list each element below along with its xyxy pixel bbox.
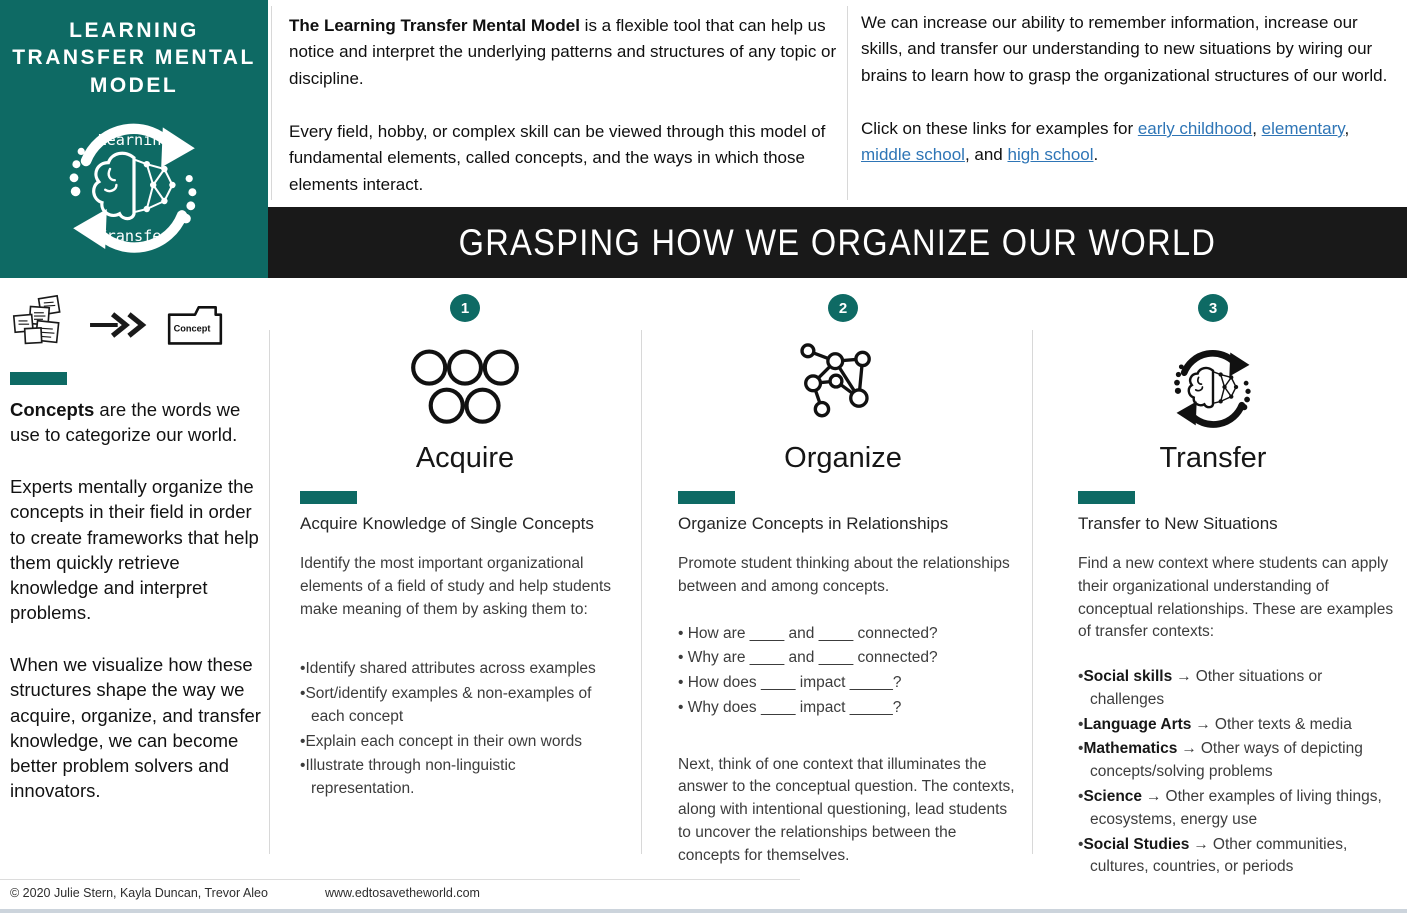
divider-column-2 (1032, 330, 1033, 854)
acquire-bullet-list (300, 658, 619, 801)
accent-bar (678, 491, 735, 504)
step-badge-2: 2 (828, 294, 858, 322)
learning-transfer-cycle-icon (0, 105, 268, 265)
logo-word-transfer: Transfer (97, 226, 171, 245)
step-badge-1: 1 (450, 294, 480, 322)
page-title-line2: TRANSFER MENTAL (12, 46, 256, 70)
concepts-icon-row (10, 292, 264, 358)
accent-bar (300, 491, 357, 504)
concepts-paragraph-3: When we visualize how these structures shape the way we acquire, organize, and transfer knowledge, we can become better problem solvers and innovators. (10, 654, 261, 802)
link-middle-school[interactable]: middle school (861, 145, 965, 165)
right-arrow-icon: → (1181, 740, 1197, 758)
list-item: • Identify shared attributes across examples (300, 658, 619, 681)
concepts-paragraph-1 (10, 397, 264, 447)
subject-label: Language Arts (1083, 715, 1192, 733)
right-arrow-icon: → (1195, 715, 1211, 733)
context-text: Other texts & media (1214, 715, 1352, 733)
page-title (0, 17, 268, 99)
column-organize (674, 288, 1026, 868)
link-sep-4: . (1093, 145, 1099, 165)
concepts-side-panel (10, 288, 264, 803)
list-item (1078, 666, 1400, 712)
intro-right-text (861, 10, 1401, 196)
transfer-context-list (1078, 666, 1400, 879)
list-item (1078, 786, 1400, 832)
concepts-lead-rest: are the words we use to categorize our world. (10, 399, 241, 446)
concept-network-icon (674, 336, 1012, 438)
column-acquire (293, 288, 637, 803)
concepts-paragraph-2: Experts mentally organize the concepts in their field in order to create frameworks that help them quickly retrieve knowledge and interpret problems. (10, 476, 259, 624)
header-teal-panel (0, 0, 268, 278)
list-item: • Why does ____ impact _____? (678, 697, 1018, 720)
page-title-line3: MODEL (89, 73, 179, 97)
subject-label: Social skills (1083, 668, 1173, 686)
right-arrow-icon: → (1193, 835, 1209, 853)
link-sep-3: , and (964, 145, 1008, 165)
single-concepts-circles-icon (293, 336, 637, 438)
organize-question-list (678, 623, 1018, 720)
column-transfer-body (1058, 491, 1400, 879)
subject-label: Science (1083, 788, 1143, 806)
list-item (1078, 714, 1400, 737)
intro-lead-rest: is a flexible tool that can help us notice and interpret the underlying patterns and structures of any topic or discipline. (289, 16, 837, 88)
concepts-bold-lead: Concepts (10, 399, 95, 420)
subject-label: Social Studies (1083, 835, 1190, 853)
intro-paragraph-1 (289, 13, 837, 92)
column-title-transfer: Transfer (1159, 442, 1267, 474)
column-title-acquire: Acquire (415, 442, 515, 474)
link-high-school[interactable]: high school (1007, 145, 1094, 165)
folder-label: Concept (173, 323, 211, 334)
intro-middle-text (289, 13, 837, 225)
double-arrow-icon (88, 307, 152, 343)
right-arrow-icon: → (1176, 668, 1192, 686)
brain-transfer-cycle-icon (1058, 336, 1368, 438)
step-badge-3: 3 (1198, 294, 1228, 322)
acquire-intro: Identify the most important organizational elements of a field of study and help students make meaning of them by asking them to: (300, 554, 612, 618)
page-title-line1: LEARNING (69, 19, 199, 42)
column-subtitle-transfer: Transfer to New Situations (1078, 514, 1278, 533)
transfer-intro: Find a new context where students can apply their organizational understanding of conceptual relationships. These are examples of transfer contexts: (1078, 554, 1394, 641)
sticky-notes-icon (10, 294, 76, 356)
intro-lead-bold: The Learning Transfer Mental Model (289, 16, 580, 35)
link-elementary[interactable]: elementary (1261, 119, 1345, 139)
list-item: • How does ____ impact _____? (678, 672, 1018, 695)
accent-bar (10, 372, 67, 385)
column-subtitle-acquire: Acquire Knowledge of Single Concepts (300, 514, 594, 533)
right-paragraph-links (861, 116, 1401, 169)
context-text: Other situations or challenges (1090, 668, 1323, 708)
list-item: • Sort/identify examples & non-examples of each concept (300, 683, 619, 729)
intro-paragraph-2: Every field, hobby, or complex skill can be viewed through this model of fundamental elements, called concepts, and the ways in which those elements interact. (289, 122, 826, 194)
links-prefix: Click on these links for examples for (861, 119, 1138, 139)
list-item: • Explain each concept in their own words (300, 731, 619, 754)
column-organize-body (674, 491, 1026, 868)
list-item: • Illustrate through non-linguistic representation. (300, 755, 619, 801)
context-text: Other examples of living things, ecosystems, energy use (1090, 788, 1382, 828)
concept-folder-icon (164, 301, 226, 349)
column-transfer (1058, 288, 1400, 881)
subject-label: Mathematics (1083, 740, 1178, 758)
list-item: • Why are ____ and ____ connected? (678, 647, 1018, 670)
accent-bar (1078, 491, 1135, 504)
copyright-text: © 2020 Julie Stern, Kayla Duncan, Trevor Aleo (10, 886, 268, 900)
link-early-childhood[interactable]: early childhood (1137, 119, 1253, 139)
organize-intro: Promote student thinking about the relationships between and among concepts. (678, 554, 1010, 595)
column-organize-head (674, 288, 1012, 475)
list-item (1078, 738, 1400, 784)
context-text: Other ways of depicting concepts/solving problems (1090, 740, 1363, 781)
divider-column-left (269, 330, 270, 854)
footer-divider (0, 879, 800, 880)
divider-column-1 (641, 330, 642, 854)
column-subtitle-organize: Organize Concepts in Relationships (678, 514, 949, 533)
link-sep-1: , (1252, 119, 1262, 139)
list-item: • How are ____ and ____ connected? (678, 623, 1018, 646)
bottom-edge-strip (0, 909, 1407, 913)
right-paragraph-1: We can increase our ability to remember information, increase our skills, and transfer our understanding to new situations by wiring our brains to learn how to grasp the organizational structures of our world. (861, 13, 1388, 85)
banner-title: GRASPING HOW WE ORGANIZE OUR WORLD (458, 221, 1217, 263)
context-text: Other communities, cultures, countries, or periods (1090, 835, 1348, 876)
right-arrow-icon: → (1146, 788, 1162, 806)
column-acquire-head (293, 288, 637, 475)
section-banner (268, 207, 1407, 278)
organize-outro: Next, think of one context that illuminates the answer to the conceptual question. The contexts, along with intentional questioning, lead students to uncover the relationships between the concepts for themselves. (678, 755, 1015, 864)
list-item (1078, 834, 1400, 880)
column-transfer-head (1058, 288, 1368, 475)
divider-top-right (847, 6, 848, 200)
logo-word-learning: Learning (97, 130, 171, 149)
website-text: www.edtosavetheworld.com (325, 886, 480, 900)
column-acquire-body (293, 491, 637, 801)
link-sep-2: , (1344, 119, 1350, 139)
divider-top-left (271, 6, 272, 200)
column-title-organize: Organize (784, 442, 902, 474)
